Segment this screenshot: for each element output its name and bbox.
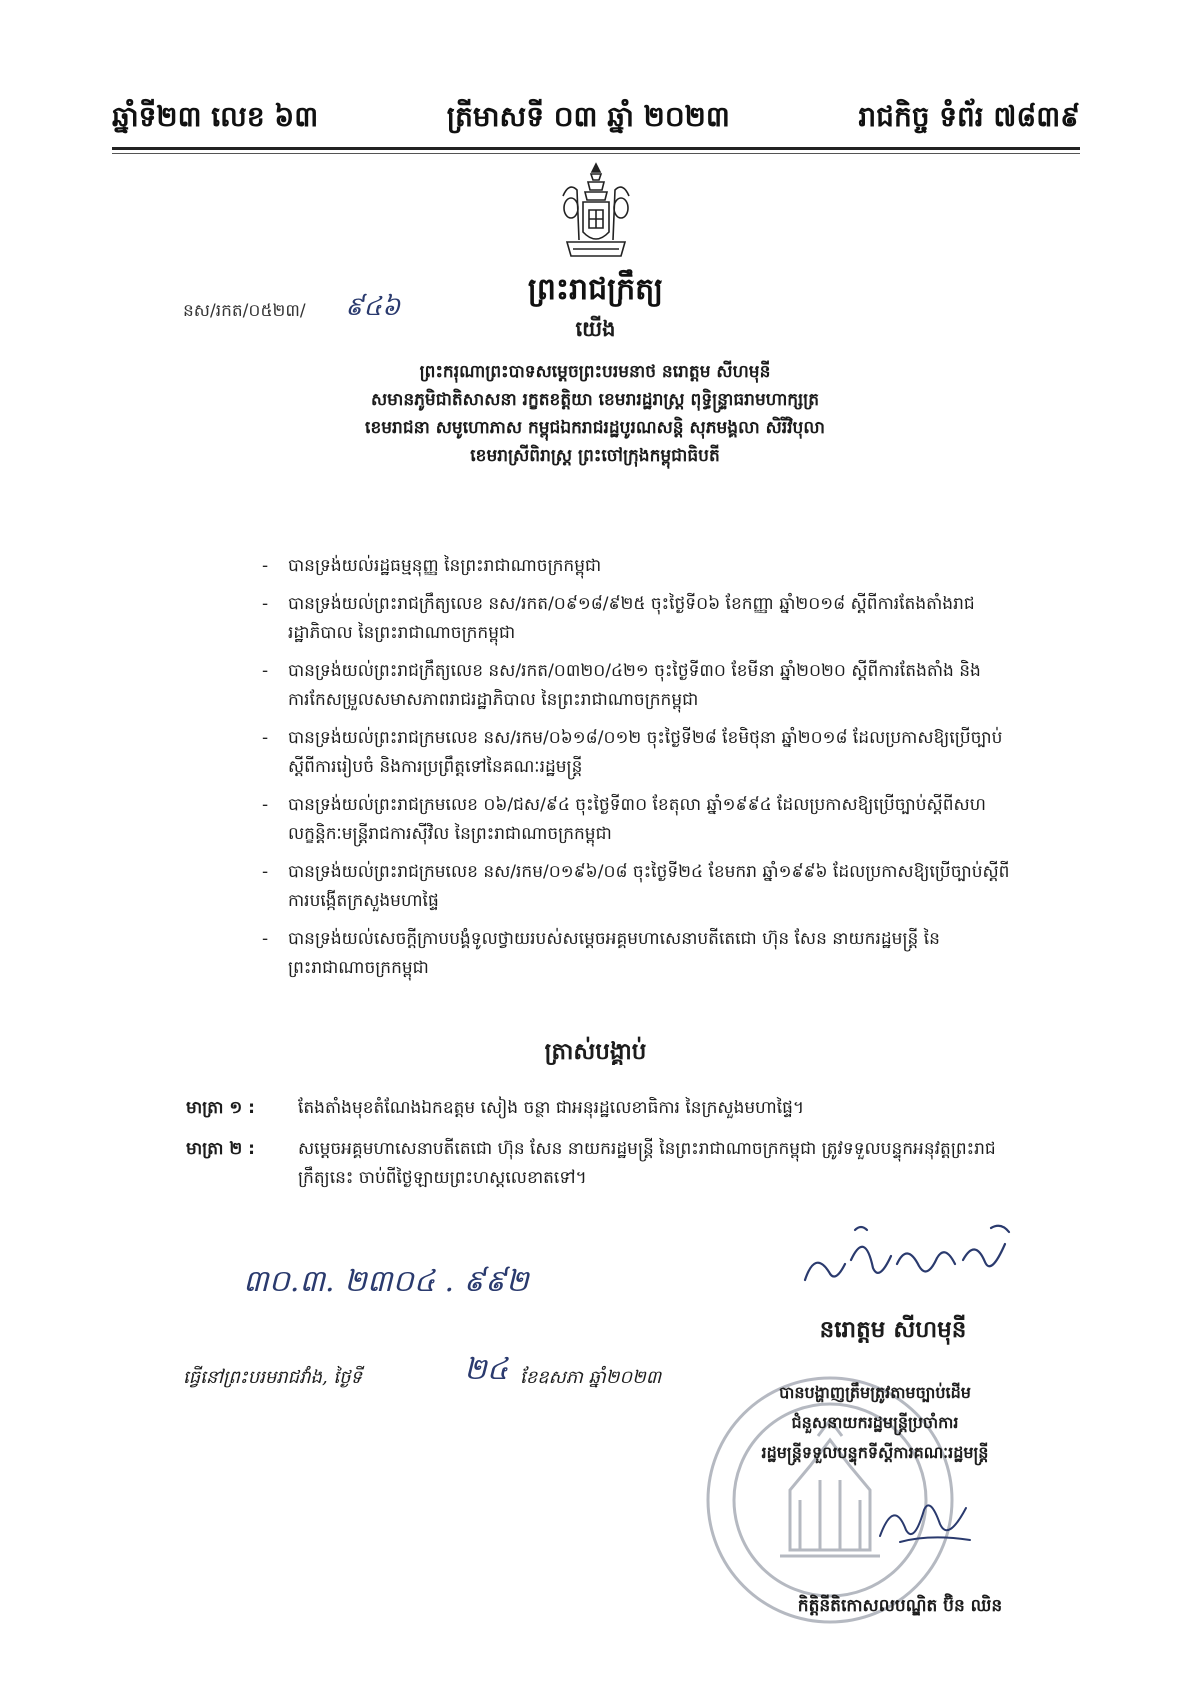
visa-list [262,552,1022,992]
visa-item: - បានទ្រង់យល់ព្រះរាជក្រឹត្យលេខ នស/រកត/០៩១៨/៩២៥ ចុះថ្ងៃទី០៦ ខែកញ្ញា ឆ្នាំ២០១៨ ស្តីពីការតែងតាំងរាជរដ្ឋាភិបាល នៃព្រះរាជាណាចក្រកម្ពុជា [262,594,975,643]
visa-text: បានទ្រង់យល់ព្រះរាជក្រឹត្យលេខ នស/រកត/០៩១៨/៩២៥ ចុះថ្ងៃទី០៦ ខែកញ្ញា ឆ្នាំ២០១៨ ស្តីពីការតែងតាំងរាជរដ្ឋាភិបាល នៃព្រះរាជាណាចក្រកម្ពុជា [288,594,975,643]
king-name: នរោត្តម សីហមុនី [819,1317,967,1343]
minister-name: កិត្តិនីតិកោសលបណ្ឌិត ប៊ិន ឈិន [797,1596,1003,1616]
visa-item: - បានទ្រង់យល់ព្រះរាជក្រមលេខ នស/រកម/០៦១៨/០១២ ចុះថ្ងៃទី២៨ ខែមិថុនា ឆ្នាំ២០១៨ ដែលប្រកាសឱ្យប្រើច្បាប់ស្តីពីការរៀបចំ និងការប្រព្រឹត្តទៅនៃគណៈរដ្ឋមន្ត្រី [262,728,1003,777]
king-titles [200,358,990,470]
visa-item: - បានទ្រង់យល់ព្រះរាជក្រមលេខ នស/រកម/០១៩៦/០៨ ចុះថ្ងៃទី២៤ ខែមករា ឆ្នាំ១៩៩៦ ដែលប្រកាសឱ្យប្រើច្បាប់ស្តីពីការបង្កើតក្រសួងមហាផ្ទៃ [262,862,1010,911]
place-month-year: ខែឧសភា ឆ្នាំ២០២៣ [520,1367,662,1388]
visa-item: - បានទ្រង់យល់ព្រះរាជក្រមលេខ ០៦/ជស/៩៤ ចុះថ្ងៃទី៣០ ខែតុលា ឆ្នាំ១៩៩៤ ដែលប្រកាសឱ្យប្រើច្បាប់ស្តីពីសហលក្ខន្តិកៈមន្ត្រីរាជការស៊ីវិល នៃព្រះរាជាណាចក្រកម្ពុជា [262,795,986,844]
visa-text: បានទ្រង់យល់សេចក្តីក្រាបបង្គំទូលថ្វាយរបស់សម្តេចអគ្គមហាសេនាបតីតេជោ ហ៊ុន សែន នាយករដ្ឋមន្ត្រី នៃព្រះរាជាណាចក្រកម្ពុជា [288,929,940,978]
decree-reference: នស/រកត/០៥២៣/ [183,301,306,321]
place-day: ២៤ [464,1352,508,1387]
decree-title: ព្រះរាជក្រឹត្យ [527,272,664,307]
article-label: មាត្រា ២ : [186,1139,255,1159]
certification-line: ជំនួសនាយករដ្ឋមន្ត្រីប្រចាំការ [791,1413,959,1432]
king-title-line: ខេមរាជនា សមូហោភាស កម្ពុជឯករាជរដ្ឋបូរណសន្តិ សុភមង្គលា សិរីវិបុលា [365,418,825,438]
article-2 [186,1135,1016,1193]
header-rule-thin [112,153,1080,154]
visa-text: បានទ្រង់យល់ព្រះរាជក្រឹត្យលេខ នស/រកត/០៣២០/៤២១ ចុះថ្ងៃទី៣០ ខែមីនា ឆ្នាំ២០២០ ស្តីពីការតែងតាំង និងការកែសម្រួលសមាសភាពរាជរដ្ឋាភិបាល នៃព្រះរាជាណាចក្រកម្ពុជា [288,661,981,710]
article-text: សម្តេចអគ្គមហាសេនាបតីតេជោ ហ៊ុន សែន នាយករដ្ឋមន្ត្រី នៃព្រះរាជាណាចក្រកម្ពុជា ត្រូវទទួលបន្ទុកអនុវត្តព្រះរាជក្រឹត្យនេះ ចាប់ពីថ្ងៃឡាយព្រះហស្តលេខាតទៅ។ [298,1139,996,1188]
visa-text: បានទ្រង់យល់ព្រះរាជក្រមលេខ នស/រកម/០៦១៨/០១២ ចុះថ្ងៃទី២៨ ខែមិថុនា ឆ្នាំ២០១៨ ដែលប្រកាសឱ្យប្រើច្បាប់ស្តីពីការរៀបចំ និងការប្រព្រឹត្តទៅនៃគណៈរដ្ឋមន្ត្រី [288,728,1003,777]
royal-signature-icon [795,1220,1025,1300]
visa-text: បានទ្រង់យល់ព្រះរាជក្រមលេខ ០៦/ជស/៩៤ ចុះថ្ងៃទី៣០ ខែតុលា ឆ្នាំ១៩៩៤ ដែលប្រកាសឱ្យប្រើច្បាប់ស្តីពីសហលក្ខន្តិកៈមន្ត្រីរាជការស៊ីវិល នៃព្រះរាជាណាចក្រកម្ពុជា [288,795,986,844]
gazette-page-number: រាជកិច្ច ទំព័រ ៧៨៣៩ [858,100,1080,133]
place-date: ធ្វើនៅព្រះបរមរាជវាំង, ថ្ងៃទី [183,1367,362,1388]
certification-line: បានបង្ហាញត្រឹមត្រូវតាមច្បាប់ដើម [779,1383,971,1402]
header-rule [112,147,1080,150]
visa-item: - បានទ្រង់យល់ព្រះរាជក្រឹត្យលេខ នស/រកត/០៣២០/៤២១ ចុះថ្ងៃទី៣០ ខែមីនា ឆ្នាំ២០២០ ស្តីពីការតែងតាំង និងការកែសម្រួលសមាសភាពរាជរដ្ឋាភិបាល នៃព្រះរាជាណាចក្រកម្ពុជា [262,661,981,710]
visa-text: បានទ្រង់យល់រដ្ឋធម្មនុញ្ញ នៃព្រះរាជាណាចក្រកម្ពុជា [288,556,602,576]
article-label: មាត្រា ១ : [186,1098,255,1118]
certification-line: រដ្ឋមន្ត្រីទទួលបន្ទុកទីស្តីការគណៈរដ្ឋមន្ត្រី [761,1443,989,1462]
king-title-line: សមានភូមិជាតិសាសនា រក្ខតខត្តិយា ខេមរារដ្ឋរាស្ត្រ ពុទ្ធិន្ទ្រាធរាមហាក្សត្រ [370,390,820,410]
visa-item: - បានទ្រង់យល់សេចក្តីក្រាបបង្គំទូលថ្វាយរបស់សម្តេចអគ្គមហាសេនាបតីតេជោ ហ៊ុន សែន នាយករដ្ឋមន្ត្រី នៃព្រះរាជាណាចក្រកម្ពុជា [262,929,940,978]
royal-emblem-icon [555,160,637,264]
article-text: តែងតាំងមុខតំណែងឯកឧត្តម សៀង ចន្ថា ជាអនុរដ្ឋលេខាធិការ នៃក្រសួងមហាផ្ទៃ។ [298,1098,805,1118]
quarter-year: ត្រីមាសទី ០៣ ឆ្នាំ ២០២៣ [446,100,730,133]
decree-reference-handwritten: ៩៤៦ [345,292,401,322]
decision-title: ត្រាស់បង្គាប់ [544,1039,647,1065]
handwritten-date: ៣០.៣. ២៣០៤ . ៩៩២ [243,1264,529,1299]
minister-signature-icon [870,1490,980,1550]
king-title-line: ខេមរាស្រីពិរាស្ត្រ ព្រះចៅក្រុងកម្ពុជាធិបតី [470,446,720,466]
article-1 [186,1094,1016,1123]
king-title-line: ព្រះករុណាព្រះបាទសម្តេចព្រះបរមនាថ នរោត្តម សីហមុនី [419,362,771,382]
certification-block [690,1378,1060,1468]
visa-item: - បានទ្រង់យល់រដ្ឋធម្មនុញ្ញ នៃព្រះរាជាណាចក្រកម្ពុជា [262,556,602,576]
we-label: យើង [575,317,616,341]
running-header [112,96,1080,140]
article-list [186,1094,1016,1205]
visa-text: បានទ្រង់យល់ព្រះរាជក្រមលេខ នស/រកម/០១៩៦/០៨ ចុះថ្ងៃទី២៤ ខែមករា ឆ្នាំ១៩៩៦ ដែលប្រកាសឱ្យប្រើច្បាប់ស្តីពីការបង្កើតក្រសួងមហាផ្ទៃ [288,862,1010,911]
issue-number: ឆ្នាំទី២៣ លេខ ៦៣ [112,100,319,133]
